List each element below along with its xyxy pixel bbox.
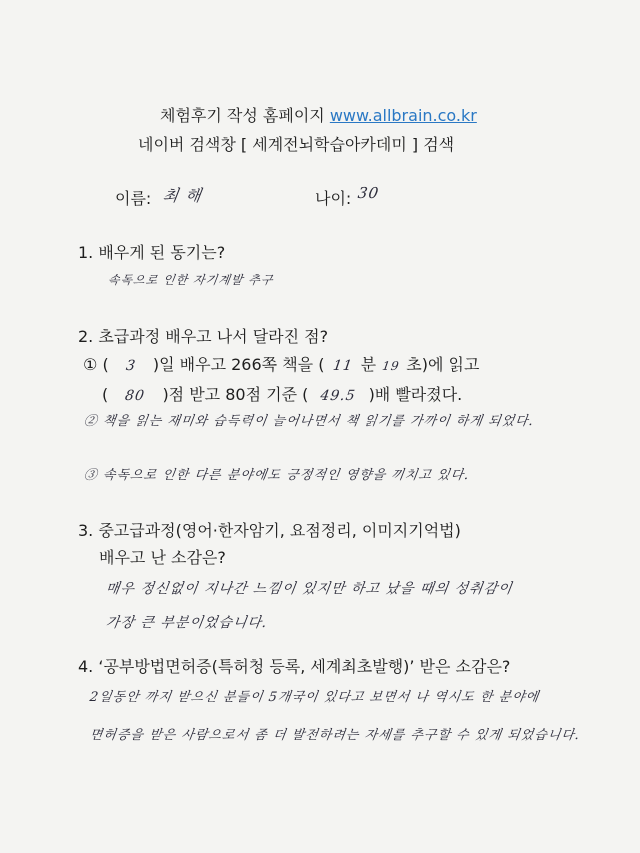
header-title: 체험후기 작성 홈페이지 <box>160 106 325 125</box>
q2-answer-3-text: 속독으로 인한 다른 분야에도 긍정적인 영향을 끼치고 있다. <box>101 468 471 483</box>
q3-answer-line-2: 가장 큰 부분이었습니다. <box>104 615 269 631</box>
name-value: 최 해 <box>161 186 204 205</box>
q4-answer-line-2: 면허증을 받은 사람으로서 좀 더 발전하려는 자세를 추구할 수 있게 되었습니다. <box>88 728 582 743</box>
homepage-url[interactable]: www.allbrain.co.kr <box>329 106 477 125</box>
header-line-1 <box>160 103 477 126</box>
q2-question: 2. 초급과정 배우고 나서 달라진 점? <box>78 327 329 346</box>
q2-answer-3 <box>83 464 471 483</box>
q2-score-value: 80 <box>124 388 147 404</box>
q2-row2-end: )배 빨라졌다. <box>368 385 463 404</box>
header-line-2: 네이버 검색창 [ 세계전뇌학습아카데미 ] 검색 <box>138 135 455 154</box>
q2-days-value: 3 <box>124 358 137 374</box>
q2-answer-2 <box>83 410 536 429</box>
q2-row1-marker: ① <box>83 355 98 374</box>
q2-row1-open: ( <box>102 355 109 374</box>
q4-question: 4. ‘공부방법면허증(특허청 등록, 세계최초발행)’ 받은 소감은? <box>78 657 511 676</box>
q3-question-line-2: 배우고 난 소감은? <box>99 548 226 567</box>
q2-row1-mid: )일 배우고 266쪽 책을 ( <box>152 355 325 374</box>
q2-answer-2-marker: ② <box>82 414 99 429</box>
q3-question-line-1: 3. 중고급과정(영어·한자암기, 요점정리, 이미지기억법) <box>78 521 461 540</box>
age-label: 나이: <box>315 189 352 208</box>
q2-answer-2-text: 책을 읽는 재미와 습득력이 늘어나면서 책 읽기를 가까이 하게 되었다. <box>101 414 535 429</box>
q2-row-2 <box>102 382 462 405</box>
q2-row2-mid: )점 받고 80점 기준 ( <box>162 385 309 404</box>
q3-answer-line-1: 매우 정신없이 지나간 느낌이 있지만 하고 났을 때의 성취감이 <box>104 581 514 597</box>
q2-seconds-value: 19 <box>381 359 401 373</box>
q1-answer: 속독으로 인한 자기계발 추구 <box>106 273 275 287</box>
q2-row2-open: ( <box>102 385 109 404</box>
q2-times-value: 49.5 <box>319 388 358 404</box>
q2-minutes-value: 11 <box>331 358 354 374</box>
q1-question: 1. 배우게 된 동기는? <box>78 243 226 262</box>
q2-row-1 <box>83 352 479 375</box>
q2-minutes-unit: 분 <box>360 355 377 374</box>
q4-answer-line-1: 2일동안 까지 받으신 분들이 5개국이 있다고 보면서 나 역시도 한 분야에 <box>88 690 541 705</box>
age-value: 30 <box>356 184 381 202</box>
q2-row1-end: 초)에 읽고 <box>406 355 480 374</box>
q2-answer-3-marker: ③ <box>82 468 99 483</box>
name-label: 이름: <box>115 189 152 208</box>
